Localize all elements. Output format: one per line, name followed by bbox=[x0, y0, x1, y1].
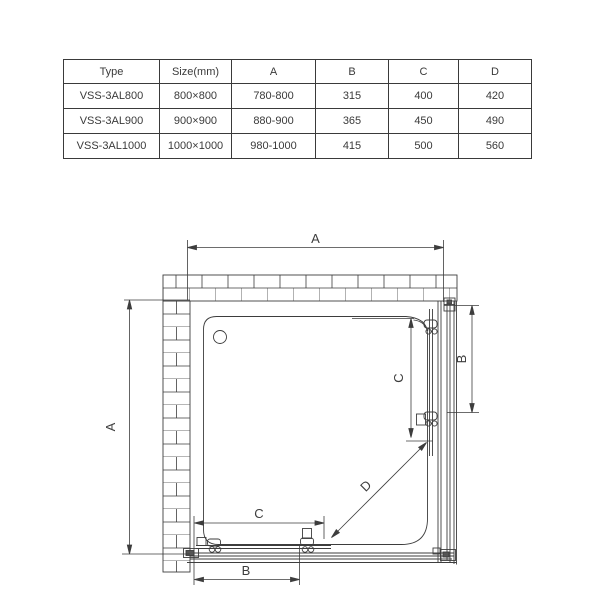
roller bbox=[426, 329, 431, 334]
roller bbox=[308, 547, 314, 553]
frame-right bbox=[438, 301, 457, 565]
table-cell: 400 bbox=[389, 84, 459, 109]
roller bbox=[209, 547, 215, 553]
roller-bracket bbox=[301, 538, 314, 545]
dim-label-a-top: A bbox=[311, 231, 320, 246]
dim-label-c-right: C bbox=[391, 373, 406, 383]
table-cell: 365 bbox=[316, 109, 389, 134]
table-header-cell: D bbox=[459, 60, 532, 84]
dim-label-a-left: A bbox=[103, 422, 118, 432]
table-cell: 490 bbox=[459, 109, 532, 134]
table-header-cell: Size(mm) bbox=[160, 60, 232, 84]
table-header-cell: Type bbox=[64, 60, 160, 84]
dim-label-d: D bbox=[357, 477, 375, 495]
dim-b-right bbox=[444, 306, 479, 413]
dim-b-bottom bbox=[195, 544, 300, 585]
roller-bracket bbox=[424, 412, 437, 420]
end-bracket bbox=[197, 538, 206, 546]
table-cell: 450 bbox=[389, 109, 459, 134]
dim-label-c-bottom: C bbox=[254, 506, 264, 521]
table-cell: 900×900 bbox=[160, 109, 232, 134]
roller bbox=[215, 547, 221, 553]
table-cell: VSS-3AL1000 bbox=[64, 134, 160, 159]
frame-bottom bbox=[187, 553, 457, 563]
dim-d-diagonal bbox=[332, 443, 427, 538]
table-cell: 420 bbox=[459, 84, 532, 109]
table-cell: 980-1000 bbox=[232, 134, 316, 159]
table-cell: 315 bbox=[316, 84, 389, 109]
table-cell: 780-800 bbox=[232, 84, 316, 109]
table-header-cell: B bbox=[316, 60, 389, 84]
dim-c-right bbox=[352, 319, 433, 442]
door-stopper bbox=[303, 529, 312, 539]
table-cell: VSS-3AL800 bbox=[64, 84, 160, 109]
door-bottom bbox=[196, 529, 331, 553]
door-right bbox=[417, 309, 438, 456]
table-header-cell: A bbox=[232, 60, 316, 84]
table-cell: 880-900 bbox=[232, 109, 316, 134]
table-cell: 560 bbox=[459, 134, 532, 159]
table-cell: 1000×1000 bbox=[160, 134, 232, 159]
table-cell: VSS-3AL900 bbox=[64, 109, 160, 134]
table-header-cell: C bbox=[389, 60, 459, 84]
wall-left bbox=[163, 301, 190, 572]
dim-label-b-right: B bbox=[454, 354, 469, 364]
table-cell: 415 bbox=[316, 134, 389, 159]
wall-top bbox=[163, 275, 457, 301]
table-cell: 800×800 bbox=[160, 84, 232, 109]
table-cell: 500 bbox=[389, 134, 459, 159]
roller bbox=[426, 421, 431, 426]
drain bbox=[214, 331, 227, 344]
shower-tray bbox=[204, 317, 428, 545]
dim-label-b-bottom: B bbox=[241, 563, 251, 578]
roller bbox=[302, 547, 308, 553]
